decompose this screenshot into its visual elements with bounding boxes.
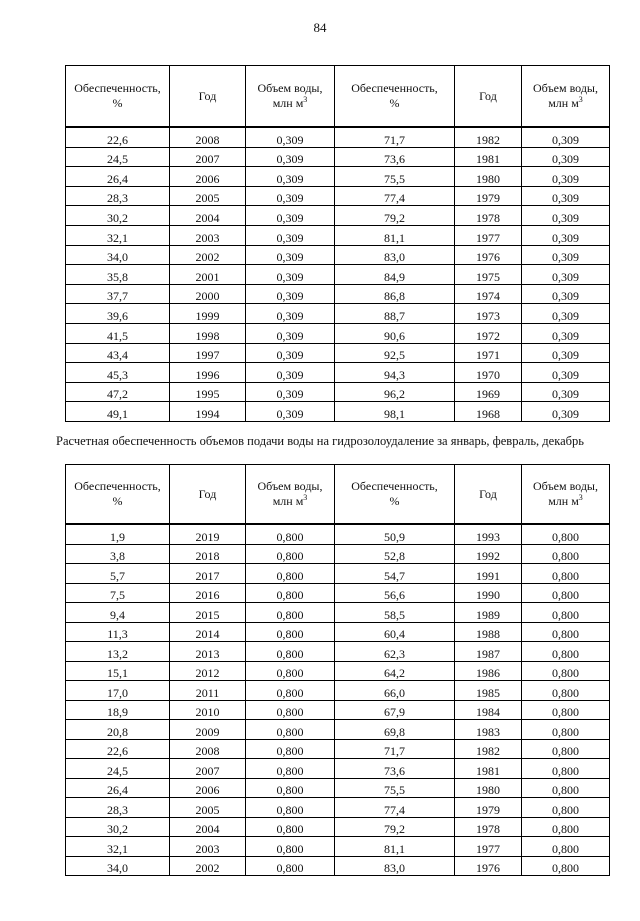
cell-volume: 0,800 — [246, 739, 335, 759]
cell-supply: 84,9 — [335, 265, 455, 285]
cell-year: 1995 — [170, 382, 246, 402]
cell-year: 1976 — [455, 245, 522, 265]
header-volume-exponent: 3 — [303, 95, 308, 104]
cell-volume: 0,309 — [246, 206, 335, 226]
cell-supply: 62,3 — [335, 642, 455, 662]
cell-supply: 79,2 — [335, 206, 455, 226]
cell-year: 2005 — [170, 186, 246, 206]
cell-supply: 64,2 — [335, 661, 455, 681]
header-volume-unit: млн м — [548, 494, 579, 508]
cell-supply: 96,2 — [335, 382, 455, 402]
cell-year: 1971 — [455, 343, 522, 363]
cell-supply: 49,1 — [66, 402, 170, 422]
cell-year: 2008 — [170, 127, 246, 147]
cell-year: 1970 — [455, 363, 522, 383]
cell-year: 2011 — [170, 681, 246, 701]
cell-volume: 0,800 — [246, 720, 335, 740]
page-number: 84 — [313, 20, 327, 35]
cell-volume: 0,309 — [522, 245, 610, 265]
cell-volume: 0,309 — [246, 323, 335, 343]
cell-supply: 47,2 — [66, 382, 170, 402]
header-supply-label: Обеспеченность, — [74, 81, 161, 95]
header-volume-exponent: 3 — [578, 95, 583, 104]
cell-year: 2006 — [170, 167, 246, 187]
cell-supply: 52,8 — [335, 544, 455, 564]
cell-volume: 0,800 — [246, 564, 335, 584]
cell-year: 2014 — [170, 622, 246, 642]
cell-supply: 73,6 — [335, 759, 455, 779]
cell-volume: 0,800 — [246, 524, 335, 544]
header-volume — [522, 66, 610, 128]
cell-supply: 77,4 — [335, 798, 455, 818]
header-supply-label: Обеспеченность, — [74, 479, 161, 493]
cell-year: 1984 — [455, 700, 522, 720]
cell-supply: 71,7 — [335, 739, 455, 759]
table-row — [66, 603, 610, 623]
cell-year: 2015 — [170, 603, 246, 623]
cell-year: 1977 — [455, 837, 522, 857]
cell-year: 2009 — [170, 720, 246, 740]
cell-volume: 0,800 — [246, 681, 335, 701]
cell-volume: 0,800 — [522, 524, 610, 544]
header-volume-label: Объем воды, — [532, 479, 598, 493]
cell-year: 2004 — [170, 817, 246, 837]
cell-supply: 24,5 — [66, 759, 170, 779]
cell-volume: 0,800 — [522, 856, 610, 876]
cell-supply: 73,6 — [335, 147, 455, 167]
cell-supply: 32,1 — [66, 225, 170, 245]
cell-volume: 0,800 — [522, 642, 610, 662]
cell-supply: 9,4 — [66, 603, 170, 623]
cell-supply: 60,4 — [335, 622, 455, 642]
table-row — [66, 147, 610, 167]
cell-supply: 34,0 — [66, 856, 170, 876]
cell-volume: 0,800 — [246, 700, 335, 720]
cell-volume: 0,309 — [246, 265, 335, 285]
cell-year: 1975 — [455, 265, 522, 285]
cell-year: 2001 — [170, 265, 246, 285]
cell-volume: 0,800 — [246, 817, 335, 837]
cell-year: 1991 — [455, 564, 522, 584]
cell-year: 2004 — [170, 206, 246, 226]
header-supply-unit: % — [389, 96, 400, 110]
table-row — [66, 642, 610, 662]
cell-volume: 0,309 — [522, 284, 610, 304]
cell-year: 2008 — [170, 739, 246, 759]
cell-volume: 0,800 — [522, 622, 610, 642]
cell-volume: 0,309 — [522, 206, 610, 226]
table-row — [66, 817, 610, 837]
table-row — [66, 186, 610, 206]
cell-volume: 0,309 — [522, 382, 610, 402]
table-caption: Расчетная обеспеченность объемов подачи воды на гидрозолоудаление за январь, февраль, декабрь — [56, 434, 584, 448]
cell-year: 2003 — [170, 837, 246, 857]
cell-supply: 37,7 — [66, 284, 170, 304]
table-row — [66, 856, 610, 876]
table-row — [66, 798, 610, 818]
cell-year: 1990 — [455, 583, 522, 603]
cell-volume: 0,800 — [246, 837, 335, 857]
cell-year: 1982 — [455, 127, 522, 147]
cell-supply: 34,0 — [66, 245, 170, 265]
cell-volume: 0,309 — [522, 363, 610, 383]
table-row — [66, 778, 610, 798]
table-row — [66, 583, 610, 603]
cell-supply: 20,8 — [66, 720, 170, 740]
cell-volume: 0,309 — [522, 127, 610, 147]
cell-volume: 0,800 — [522, 817, 610, 837]
cell-supply: 15,1 — [66, 661, 170, 681]
cell-year: 2016 — [170, 583, 246, 603]
cell-volume: 0,309 — [246, 363, 335, 383]
table-row — [66, 564, 610, 584]
cell-volume: 0,309 — [522, 186, 610, 206]
header-volume — [246, 66, 335, 128]
cell-volume: 0,800 — [246, 856, 335, 876]
header-supply — [335, 465, 455, 525]
cell-year: 1972 — [455, 323, 522, 343]
table-row — [66, 265, 610, 285]
cell-year: 1998 — [170, 323, 246, 343]
cell-volume: 0,800 — [246, 778, 335, 798]
cell-supply: 98,1 — [335, 402, 455, 422]
cell-year: 1979 — [455, 186, 522, 206]
cell-supply: 1,9 — [66, 524, 170, 544]
cell-volume: 0,800 — [522, 720, 610, 740]
cell-volume: 0,309 — [522, 323, 610, 343]
header-volume-label: Объем воды, — [257, 479, 323, 493]
cell-volume: 0,800 — [246, 661, 335, 681]
cell-volume: 0,309 — [246, 343, 335, 363]
cell-year: 1988 — [455, 622, 522, 642]
header-volume-unit: млн м — [548, 96, 579, 110]
cell-supply: 90,6 — [335, 323, 455, 343]
cell-year: 2006 — [170, 778, 246, 798]
cell-supply: 81,1 — [335, 225, 455, 245]
cell-supply: 88,7 — [335, 304, 455, 324]
cell-year: 1978 — [455, 206, 522, 226]
cell-volume: 0,309 — [246, 382, 335, 402]
cell-supply: 71,7 — [335, 127, 455, 147]
cell-supply: 56,6 — [335, 583, 455, 603]
cell-year: 2012 — [170, 661, 246, 681]
cell-supply: 24,5 — [66, 147, 170, 167]
cell-volume: 0,800 — [246, 544, 335, 564]
cell-volume: 0,800 — [522, 700, 610, 720]
table-row — [66, 661, 610, 681]
cell-supply: 50,9 — [335, 524, 455, 544]
cell-supply: 28,3 — [66, 798, 170, 818]
header-volume-unit: млн м — [272, 96, 304, 110]
cell-supply: 18,9 — [66, 700, 170, 720]
header-supply-label: Обеспеченность, — [351, 81, 438, 95]
cell-supply: 26,4 — [66, 778, 170, 798]
table-row — [66, 837, 610, 857]
cell-year: 1999 — [170, 304, 246, 324]
cell-volume: 0,309 — [246, 147, 335, 167]
supply-table-2-body — [66, 524, 610, 876]
cell-volume: 0,800 — [246, 622, 335, 642]
cell-year: 1978 — [455, 817, 522, 837]
table-row — [66, 759, 610, 779]
cell-supply: 32,1 — [66, 837, 170, 857]
cell-year: 1986 — [455, 661, 522, 681]
cell-year: 2018 — [170, 544, 246, 564]
cell-supply: 54,7 — [335, 564, 455, 584]
header-volume — [246, 465, 335, 525]
cell-year: 1979 — [455, 798, 522, 818]
cell-year: 1976 — [455, 856, 522, 876]
cell-year: 1987 — [455, 642, 522, 662]
header-supply-unit: % — [389, 494, 400, 508]
supply-table-2 — [65, 464, 610, 876]
cell-volume: 0,800 — [246, 759, 335, 779]
header-volume-exponent: 3 — [303, 493, 308, 502]
table-row — [66, 245, 610, 265]
cell-year: 1992 — [455, 544, 522, 564]
table-row — [66, 127, 610, 147]
cell-supply: 92,5 — [335, 343, 455, 363]
supply-table-1-body — [66, 127, 610, 421]
cell-volume: 0,800 — [246, 642, 335, 662]
cell-year: 2007 — [170, 759, 246, 779]
table-row — [66, 343, 610, 363]
cell-volume: 0,800 — [246, 603, 335, 623]
cell-supply: 83,0 — [335, 245, 455, 265]
cell-supply: 43,4 — [66, 343, 170, 363]
cell-volume: 0,309 — [246, 186, 335, 206]
header-supply-unit: % — [112, 494, 123, 508]
supply-table-1 — [65, 65, 610, 422]
cell-volume: 0,800 — [522, 759, 610, 779]
cell-volume: 0,800 — [522, 564, 610, 584]
cell-volume: 0,800 — [246, 583, 335, 603]
cell-supply: 69,8 — [335, 720, 455, 740]
cell-volume: 0,309 — [522, 304, 610, 324]
cell-supply: 30,2 — [66, 206, 170, 226]
cell-volume: 0,800 — [522, 778, 610, 798]
cell-supply: 13,2 — [66, 642, 170, 662]
cell-volume: 0,309 — [246, 167, 335, 187]
cell-year: 1974 — [455, 284, 522, 304]
cell-supply: 5,7 — [66, 564, 170, 584]
cell-year: 1981 — [455, 147, 522, 167]
table-row — [66, 284, 610, 304]
header-year: Год — [455, 465, 522, 525]
cell-volume: 0,309 — [246, 284, 335, 304]
cell-supply: 58,5 — [335, 603, 455, 623]
table-row — [66, 206, 610, 226]
cell-supply: 67,9 — [335, 700, 455, 720]
cell-year: 2017 — [170, 564, 246, 584]
table-row — [66, 402, 610, 422]
cell-volume: 0,800 — [246, 798, 335, 818]
cell-supply: 26,4 — [66, 167, 170, 187]
cell-year: 1980 — [455, 167, 522, 187]
cell-supply: 75,5 — [335, 167, 455, 187]
cell-volume: 0,309 — [246, 127, 335, 147]
table-row — [66, 323, 610, 343]
cell-volume: 0,800 — [522, 603, 610, 623]
cell-supply: 11,3 — [66, 622, 170, 642]
cell-volume: 0,800 — [522, 583, 610, 603]
table-header-row — [66, 66, 610, 128]
header-year: Год — [455, 66, 522, 128]
cell-volume: 0,309 — [522, 225, 610, 245]
table-row — [66, 363, 610, 383]
cell-volume: 0,800 — [522, 661, 610, 681]
cell-supply: 79,2 — [335, 817, 455, 837]
cell-supply: 77,4 — [335, 186, 455, 206]
table-row — [66, 544, 610, 564]
cell-volume: 0,309 — [246, 304, 335, 324]
cell-year: 2019 — [170, 524, 246, 544]
cell-year: 1996 — [170, 363, 246, 383]
cell-year: 1968 — [455, 402, 522, 422]
cell-year: 1982 — [455, 739, 522, 759]
table-row — [66, 681, 610, 701]
cell-supply: 94,3 — [335, 363, 455, 383]
cell-year: 1985 — [455, 681, 522, 701]
cell-supply: 3,8 — [66, 544, 170, 564]
header-supply — [66, 465, 170, 525]
table-row — [66, 700, 610, 720]
cell-supply: 83,0 — [335, 856, 455, 876]
cell-volume: 0,800 — [522, 544, 610, 564]
cell-supply: 41,5 — [66, 323, 170, 343]
cell-year: 1973 — [455, 304, 522, 324]
cell-supply: 22,6 — [66, 739, 170, 759]
cell-year: 1997 — [170, 343, 246, 363]
cell-year: 1981 — [455, 759, 522, 779]
cell-supply: 75,5 — [335, 778, 455, 798]
cell-year: 2003 — [170, 225, 246, 245]
cell-volume: 0,800 — [522, 739, 610, 759]
table-row — [66, 167, 610, 187]
cell-supply: 66,0 — [335, 681, 455, 701]
cell-volume: 0,800 — [522, 798, 610, 818]
cell-volume: 0,800 — [522, 837, 610, 857]
cell-supply: 7,5 — [66, 583, 170, 603]
cell-volume: 0,309 — [522, 265, 610, 285]
cell-year: 1969 — [455, 382, 522, 402]
cell-year: 2010 — [170, 700, 246, 720]
table-row — [66, 382, 610, 402]
cell-year: 1994 — [170, 402, 246, 422]
table-row — [66, 739, 610, 759]
cell-year: 1977 — [455, 225, 522, 245]
cell-volume: 0,309 — [522, 167, 610, 187]
cell-volume: 0,309 — [522, 343, 610, 363]
cell-volume: 0,309 — [522, 402, 610, 422]
cell-supply: 86,8 — [335, 284, 455, 304]
header-volume-label: Объем воды, — [257, 81, 323, 95]
table-row — [66, 304, 610, 324]
cell-year: 2005 — [170, 798, 246, 818]
header-supply — [335, 66, 455, 128]
cell-supply: 17,0 — [66, 681, 170, 701]
cell-year: 2000 — [170, 284, 246, 304]
cell-year: 1983 — [455, 720, 522, 740]
table-header-row — [66, 465, 610, 525]
cell-volume: 0,800 — [522, 681, 610, 701]
cell-supply: 45,3 — [66, 363, 170, 383]
cell-supply: 39,6 — [66, 304, 170, 324]
header-volume-exponent: 3 — [578, 493, 583, 502]
cell-year: 1989 — [455, 603, 522, 623]
header-supply — [66, 66, 170, 128]
cell-year: 2002 — [170, 856, 246, 876]
table-row — [66, 524, 610, 544]
cell-volume: 0,309 — [246, 245, 335, 265]
cell-year: 2007 — [170, 147, 246, 167]
cell-supply: 35,8 — [66, 265, 170, 285]
cell-supply: 22,6 — [66, 127, 170, 147]
cell-year: 1993 — [455, 524, 522, 544]
table-row — [66, 225, 610, 245]
header-year: Год — [170, 66, 246, 128]
table-row — [66, 622, 610, 642]
cell-volume: 0,309 — [522, 147, 610, 167]
header-volume — [522, 465, 610, 525]
cell-year: 2002 — [170, 245, 246, 265]
cell-supply: 28,3 — [66, 186, 170, 206]
cell-year: 2013 — [170, 642, 246, 662]
header-supply-label: Обеспеченность, — [351, 479, 438, 493]
cell-volume: 0,309 — [246, 402, 335, 422]
cell-year: 1980 — [455, 778, 522, 798]
table-row — [66, 720, 610, 740]
header-supply-unit: % — [112, 96, 123, 110]
header-volume-unit: млн м — [272, 494, 304, 508]
cell-supply: 81,1 — [335, 837, 455, 857]
cell-volume: 0,309 — [246, 225, 335, 245]
header-volume-label: Объем воды, — [532, 81, 598, 95]
cell-supply: 30,2 — [66, 817, 170, 837]
header-year: Год — [170, 465, 246, 525]
